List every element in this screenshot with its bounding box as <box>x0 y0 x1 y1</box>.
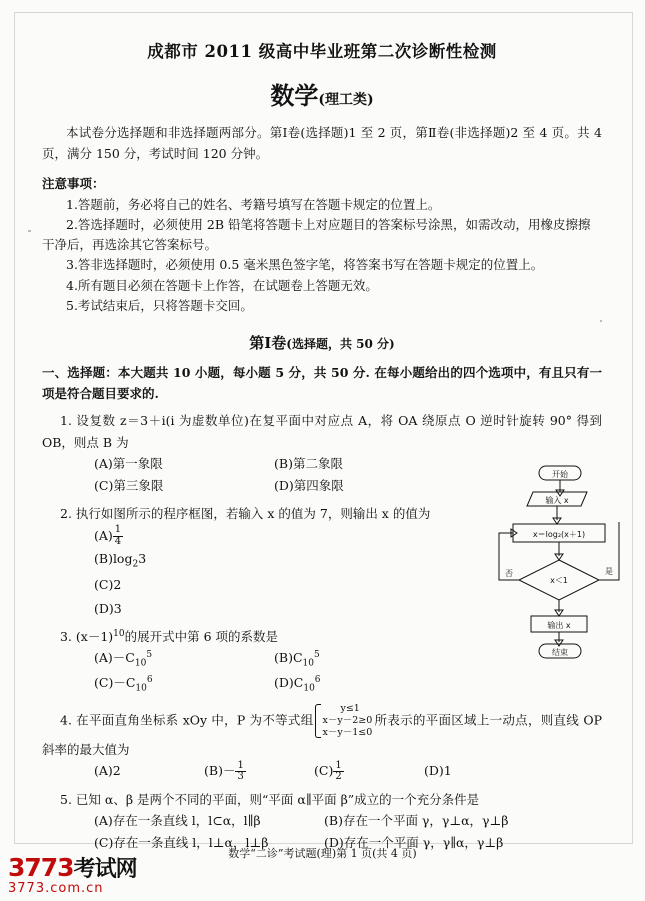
question-2-stem: 2. 执行如图所示的程序框图，若输入 x 的值为 7，则输出 x 的值为 <box>60 505 431 521</box>
subject-note: (理工类) <box>318 92 374 108</box>
page-footer: 数学“二诊”考试题(理)第 1 页(共 4 页) <box>228 847 417 860</box>
note-item: 5.考试结束后，只将答题卡交回。 <box>66 297 253 313</box>
watermark-url <box>8 881 137 896</box>
subject-heading <box>42 76 602 111</box>
flowchart-figure <box>487 462 637 657</box>
flow-decision-label: x＜1 <box>550 576 568 585</box>
watermark-text: 考试网 <box>73 857 137 882</box>
section-note: (选择题，共 50 分) <box>286 337 395 351</box>
option-b: (B)－ $\frac{1}{3}$ <box>204 759 244 783</box>
watermark-url-cn: .cn <box>81 881 104 896</box>
notes-block <box>42 174 602 316</box>
big-question-instruction: 一、选择题：本大题共 10 小题，每小题 5 分，共 50 分. 在每小题给出的四个选项中，有且只有一项是符合题目要求的. <box>42 365 602 401</box>
scan-speck <box>28 230 31 232</box>
page-title: 成都市 2011 级高中毕业班第二次诊断性检测 <box>147 42 497 61</box>
option-d: (D)3 <box>94 600 122 616</box>
flow-yes-label: 是 <box>605 567 613 576</box>
flow-start-label: 开始 <box>552 470 568 479</box>
option-d: (D)第四象限 <box>274 477 344 493</box>
option-a: (A)2 <box>94 763 121 779</box>
option-d: $(D)C_{10}^6$ <box>274 674 321 694</box>
question-1-stem: 1. 设复数 z＝3＋i(i 为虚数单位)在复平面中对应点 A，将 OA 绕原点 O 逆时针旋转 90° 得到 OB，则点 B 为 <box>42 413 602 450</box>
note-item: 1.答题前，务必将自己的姓名、考籍号填写在答题卡规定的位置上。 <box>66 196 441 212</box>
subject-name: 数学 <box>270 81 319 110</box>
inequality-system: y≤1 x－y－2≥0 x－y－1≤0 <box>315 703 372 739</box>
flow-process-label: x＝log₂(x＋1) <box>532 530 586 539</box>
question-4-options <box>42 760 602 783</box>
option-a: (A)第一象限 <box>94 455 163 471</box>
option-c: (C)2 <box>94 577 122 593</box>
flow-input-label: 输入 x <box>545 496 569 505</box>
option-b: $(B)\log_23$ <box>94 551 147 570</box>
watermark-url-rest: .com <box>45 881 81 896</box>
watermark-number: 3773 <box>8 853 74 882</box>
intro-paragraph: 本试卷分选择题和非选择题两部分。第Ⅰ卷(选择题)1 至 2 页，第Ⅱ卷(非选择题)2 至 4 页。共 4 页，满分 150 分，考试时间 120 分钟。 <box>42 125 602 161</box>
option-c: (C)第三象限 <box>94 477 164 493</box>
question-5-stem: 5. 已知 α、β 是两个不同的平面，则“平面 α∥平面 β”成立的一个充分条件是 <box>60 791 480 807</box>
option-a: (A) $\frac{1}{4}$ <box>94 524 122 547</box>
scan-speck <box>600 320 602 322</box>
option-c: $(C)-C_{10}^6$ <box>94 674 153 694</box>
option-b: $(B)C_{10}^5$ <box>274 649 320 669</box>
notes-heading: 注意事项： <box>42 176 105 192</box>
watermark-url-number: 3773 <box>8 881 46 896</box>
note-item: 3.答非选择题时，必须使用 0.5 毫米黑色签字笔，将答案书写在答题卡规定的位置上。 <box>66 257 544 273</box>
option-d: (D)存在一个平面 γ，γ∥α，γ⊥β <box>324 834 504 850</box>
flow-end-label: 结束 <box>552 648 568 657</box>
note-item: 2.答选择题时，必须使用 2B 铅笔将答题卡上对应题目的答案标号涂黑，如需改动，用橡皮擦擦干净后，再选涂其它答案标号。 <box>42 216 591 252</box>
watermark-logo <box>8 852 137 883</box>
flow-no-label: 否 <box>505 569 513 578</box>
section-label: 第Ⅰ卷 <box>249 334 287 352</box>
flow-output-label: 输出 x <box>547 621 571 630</box>
option-d: (D)1 <box>424 763 452 779</box>
option-c: (C)存在一条直线 l，l⊥α，l⊥β <box>94 834 269 850</box>
option-a: (A)存在一条直线 l，l⊂α，l∥β <box>94 813 261 829</box>
note-item: 4.所有题目必须在答题卡上作答，在试题卷上答题无效。 <box>66 277 378 293</box>
question-3-options-row2 <box>42 672 602 697</box>
question-4-stem: 4. 在平面直角坐标系 xOy 中，P 为不等式组y≤1 x－y－2≥0 x－y－1≤0所表示的平面区域上一动点，则直线 OP 斜率的最大值为 <box>42 703 602 758</box>
section-heading <box>42 332 602 353</box>
option-b: (B)第二象限 <box>274 455 343 471</box>
question-5-options-row1 <box>42 810 602 832</box>
page-content <box>42 30 602 854</box>
option-b: (B)存在一个平面 γ，γ⊥α，γ⊥β <box>324 813 509 829</box>
option-c: (C) $\frac{1}{2}$ <box>314 759 342 783</box>
question-3-stem: 3. $(x-1)^{10}$的展开式中第 6 项的系数是 <box>60 628 279 644</box>
watermark <box>8 852 137 896</box>
option-a: $(A)-C_{10}^5$ <box>94 649 153 669</box>
